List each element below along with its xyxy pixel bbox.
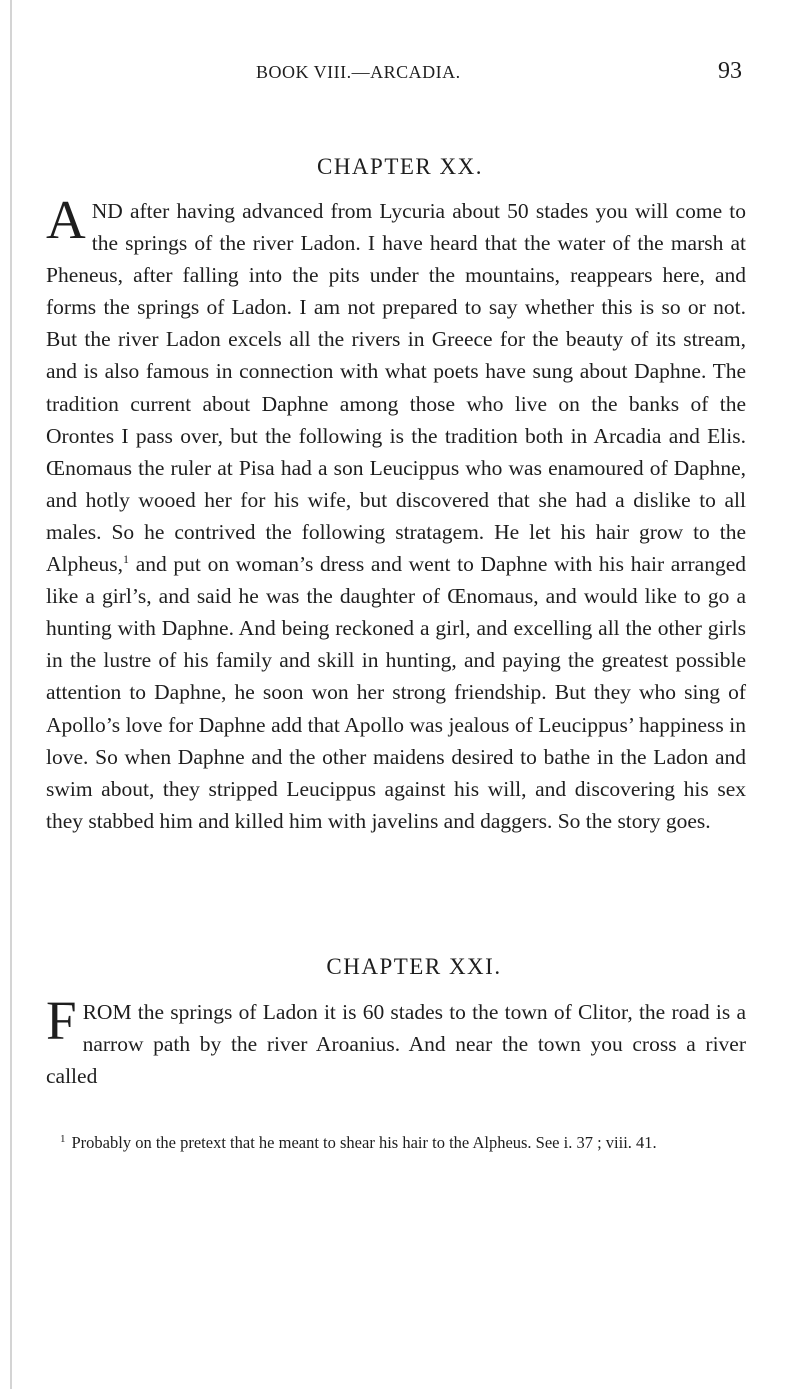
chapter-xxi-text: ROM the springs of Ladon it is 60 stades to the town of Clitor, the road is a narrow path by the river Aroanius. And near the town you cross a river called: [46, 1000, 746, 1089]
chapter-xxi-heading: CHAPTER XXI.: [326, 954, 502, 979]
footnote-text: Probably on the pretext that he meant to shear his hair to the Alpheus. See i. 37 ; viii. 41.: [71, 1133, 657, 1152]
chapter-xx-text-part-2: and put on woman’s dress and went to Daphne with his hair arranged like a girl’s, and said he was the daughter of Œnomaus, and would like to go a hunting with Daphne. And being reckoned a girl, and excelling all the other girls in the lustre of his family and skill in hunting, and paying the greatest possible attention to Daphne, he soon won her strong friendship. But they who sing of Apollo’s love for Daphne add that Apollo was jealous of Leucippus’ happiness in love. So when Daphne and the other maidens desired to bathe in the Ladon and swim about, they stripped Leucippus against his will, and discovering his sex they stabbed him and killed him with javelins and daggers. So the story goes.: [46, 552, 746, 833]
chapter-xx-heading: CHAPTER XX.: [316, 154, 483, 179]
page-number: 93: [718, 58, 742, 84]
page-edge-rule: [10, 0, 12, 1389]
chapter-xxi-paragraph: [46, 990, 746, 1092]
drop-cap-a: A: [46, 189, 86, 250]
running-head: BOOK VIII.—ARCADIA.: [256, 62, 461, 82]
footnote-reference[interactable]: 1: [123, 551, 130, 566]
chapter-xx-paragraph: [46, 189, 746, 837]
footnote-marker: 1: [60, 1132, 66, 1145]
chapter-xx-text-part-1: ND after having advanced from Lycuria about 50 stades you will come to the springs of the river Ladon. I have heard that the water of the marsh at Pheneus, after falling into the pits under the mountains, reappears here, and forms the springs of Ladon. I am not prepared to say whether this is so or not. But the river Ladon excels all the rivers in Greece for the beauty of its stream, and is also famous in connection with what poets have sung about Daphne. The tradition current about Daphne among those who live on the banks of the Orontes I pass over, but the following is the tradition both in Arcadia and Elis. Œnomaus the ruler at Pisa had a son Leucippus who was enamoured of Daphne, and hotly wooed her for his wife, but discovered that she had a dislike to all males. So he contrived the following stratagem. He let his hair grow to the Alpheus,: [46, 199, 746, 577]
drop-cap-f: F: [46, 990, 77, 1051]
footnote: [46, 1130, 746, 1156]
